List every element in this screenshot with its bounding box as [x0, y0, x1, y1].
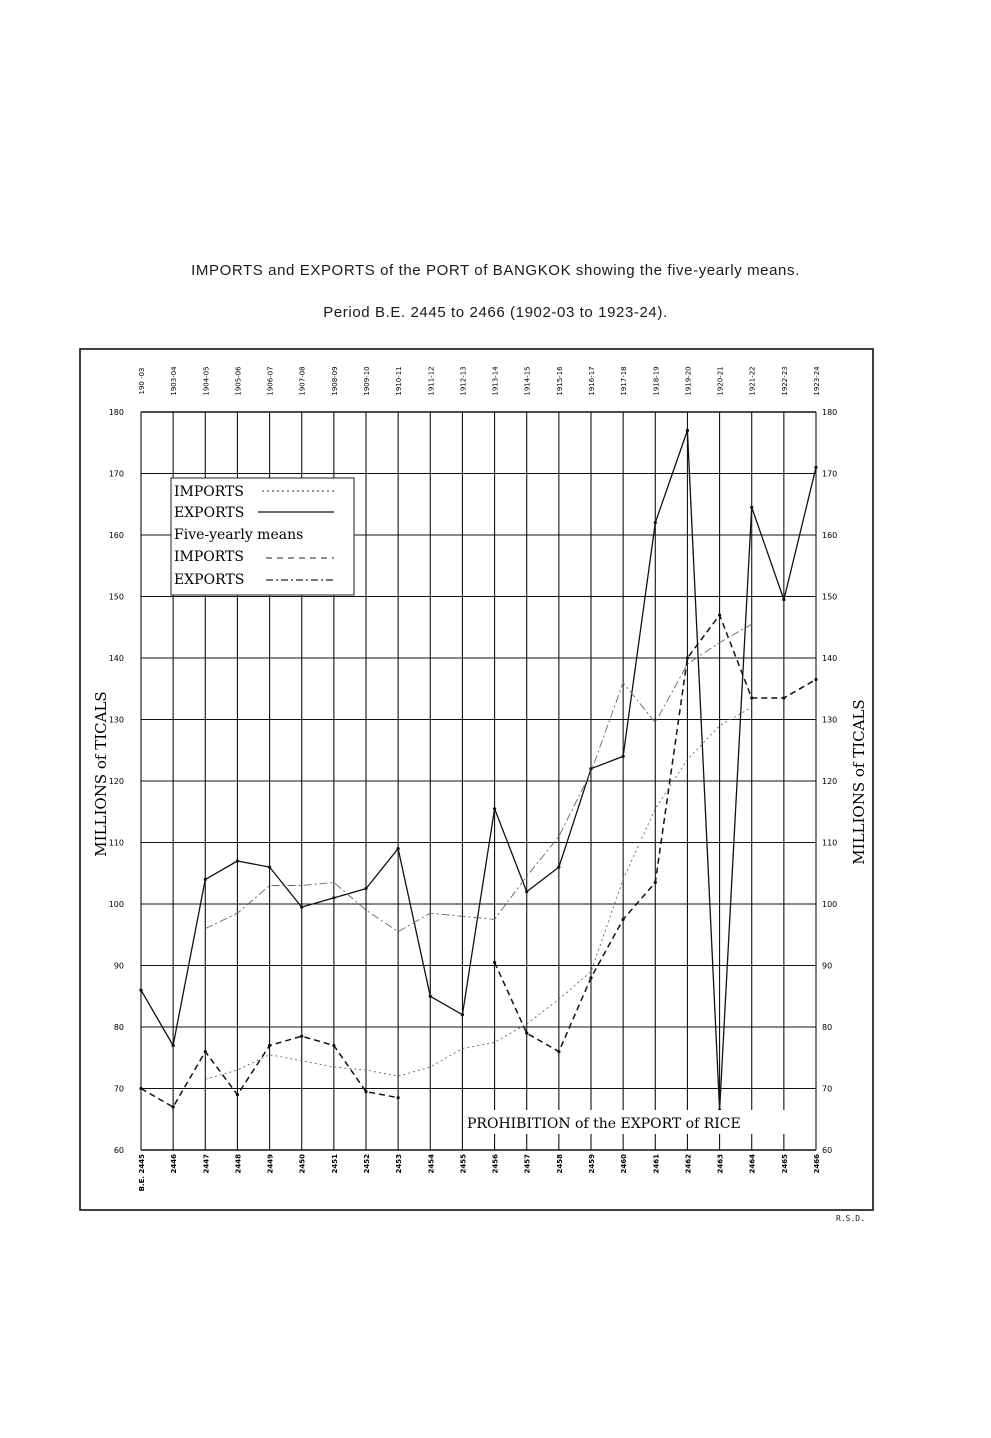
y-tick-label-right: 180 — [822, 408, 838, 417]
top-year-label: 1920-21 — [716, 366, 725, 396]
bottom-year-label: 2459 — [588, 1154, 596, 1174]
legend-label-mean-imports: IMPORTS — [174, 549, 244, 565]
credit: R.S.D. — [836, 1214, 865, 1223]
bottom-year-label: 2447 — [202, 1154, 211, 1174]
top-year-labels — [138, 366, 821, 396]
bottom-year-label: 2458 — [555, 1154, 564, 1174]
data-point-dash — [622, 918, 625, 921]
y-tick-label-left: 60 — [113, 1146, 124, 1155]
y-tick-label-right: 70 — [822, 1084, 833, 1094]
top-year-label: 1923-24 — [813, 366, 821, 396]
data-point-dash — [750, 696, 753, 699]
bottom-year-label: 2450 — [298, 1154, 307, 1174]
data-point-dash — [300, 1035, 303, 1038]
bottom-year-label: 2463 — [716, 1154, 725, 1174]
top-year-label: 1922-23 — [780, 366, 789, 396]
data-point-solid — [204, 878, 207, 881]
bottom-year-label: B.E. 2445 — [138, 1154, 146, 1192]
data-point-dash — [525, 1032, 528, 1035]
data-point-solid — [493, 807, 496, 810]
top-year-label: 1913-14 — [491, 366, 500, 396]
data-point-solid — [300, 905, 303, 908]
data-point-dash — [364, 1090, 367, 1093]
data-point-solid — [139, 989, 142, 992]
y-tick-label-left: 100 — [108, 900, 124, 909]
legend-label-five-yearly: Five-yearly means — [174, 527, 304, 543]
legend-label-mean-exports: EXPORTS — [174, 572, 245, 588]
top-year-label: 1919-20 — [684, 366, 693, 396]
top-year-label: 1918-19 — [652, 366, 661, 396]
data-point-dash — [204, 1050, 207, 1053]
bottom-year-label: 2455 — [459, 1154, 468, 1174]
data-point-solid — [268, 866, 271, 869]
y-tick-label-right: 150 — [822, 592, 838, 602]
y-tick-label-left: 140 — [108, 654, 124, 663]
top-year-label: 1910-11 — [395, 366, 404, 396]
y-tick-label-left: 120 — [108, 777, 124, 786]
y-tick-label-left: 180 — [108, 408, 124, 417]
data-point-dash — [332, 1044, 335, 1047]
bottom-year-labels — [138, 1154, 821, 1191]
y-tick-label-right: 100 — [822, 900, 838, 909]
bottom-year-label: 2446 — [170, 1154, 179, 1174]
data-point-dash — [718, 613, 721, 616]
series-line-dashdot — [205, 624, 751, 932]
top-year-label: 190 -03 — [138, 367, 146, 395]
bottom-year-label: 2461 — [652, 1154, 661, 1174]
y-tick-label-right: 90 — [822, 961, 833, 971]
data-point-solid — [750, 506, 753, 509]
data-point-dash — [268, 1044, 271, 1047]
data-point-solid — [782, 598, 785, 601]
data-point-dash — [397, 1096, 400, 1099]
legend — [171, 478, 354, 595]
bottom-year-label: 2462 — [684, 1154, 693, 1174]
bottom-year-label: 2457 — [523, 1154, 532, 1174]
y-tick-label-right: 170 — [822, 469, 838, 479]
data-point-solid — [814, 466, 817, 469]
data-point-solid — [332, 896, 335, 899]
bottom-year-label: 2465 — [780, 1154, 789, 1174]
top-year-label: 1906-07 — [266, 366, 275, 396]
data-point-solid — [172, 1044, 175, 1047]
y-axis-title-right: MILLIONS of TICALS — [850, 699, 868, 865]
data-point-dash — [686, 656, 689, 659]
bottom-year-label: 2466 — [813, 1154, 821, 1174]
y-tick-label-left: 80 — [113, 1023, 124, 1032]
top-year-label: 1912-13 — [459, 366, 468, 396]
bottom-year-label: 2460 — [620, 1154, 629, 1174]
data-point-dash — [139, 1087, 142, 1090]
top-year-label: 1914-15 — [523, 366, 532, 396]
top-year-label: 1908-09 — [330, 366, 339, 396]
data-point-solid — [686, 429, 689, 432]
y-tick-label-left: 160 — [108, 531, 124, 540]
top-year-label: 1917-18 — [620, 366, 629, 396]
y-axis-title-left: MILLIONS of TICALS — [92, 691, 110, 857]
chart-title: IMPORTS and EXPORTS of the PORT of BANGKOK showing the five-yearly means. — [191, 262, 800, 279]
chart-subtitle: Period B.E. 2445 to 2466 (1902-03 to 1923-24). — [323, 304, 668, 321]
bottom-year-label: 2453 — [395, 1154, 404, 1174]
legend-label-imports: IMPORTS — [174, 484, 244, 500]
data-point-solid — [622, 755, 625, 758]
data-point-solid — [236, 859, 239, 862]
top-year-label: 1916-17 — [588, 366, 596, 396]
top-year-label: 1921-22 — [748, 366, 757, 396]
bottom-year-label: 2464 — [748, 1154, 757, 1174]
data-point-solid — [589, 767, 592, 770]
prohibition-annotation — [463, 1110, 806, 1134]
y-tick-label-right: 60 — [822, 1146, 833, 1155]
data-point-solid — [525, 890, 528, 893]
data-point-dash — [814, 678, 817, 681]
data-point-dash — [589, 976, 592, 979]
data-point-dash — [557, 1050, 560, 1053]
data-point-solid — [429, 995, 432, 998]
data-point-dash — [236, 1093, 239, 1096]
bottom-year-label: 2448 — [234, 1154, 243, 1174]
bottom-year-label: 2451 — [330, 1154, 339, 1174]
data-point-solid — [461, 1013, 464, 1016]
data-point-solid — [397, 847, 400, 850]
top-year-label: 1907-08 — [298, 366, 307, 396]
data-point-solid — [654, 521, 657, 524]
top-year-label: 1909-10 — [363, 366, 371, 396]
y-tick-label-right: 80 — [822, 1023, 833, 1032]
top-year-label: 1903-04 — [170, 366, 179, 396]
top-year-label: 1915-16 — [555, 366, 564, 396]
data-point-dash — [654, 881, 657, 884]
data-point-dash — [493, 961, 496, 964]
y-tick-label-left: 130 — [108, 715, 124, 725]
y-tick-label-right: 120 — [822, 777, 838, 786]
top-year-label: 1905-06 — [234, 366, 243, 396]
bottom-year-label: 2454 — [427, 1154, 436, 1174]
y-tick-label-left: 150 — [108, 592, 124, 602]
data-point-dash — [782, 696, 785, 699]
y-tick-label-right: 160 — [822, 531, 838, 540]
bottom-year-label: 2456 — [491, 1154, 500, 1174]
y-tick-label-left: 110 — [108, 838, 124, 848]
data-point-solid — [364, 887, 367, 890]
series-line-dotted — [205, 707, 751, 1079]
top-year-label: 1911-12 — [427, 366, 436, 396]
y-tick-label-left: 90 — [113, 961, 124, 971]
data-point-dash — [172, 1105, 175, 1108]
y-tick-label-right: 110 — [822, 838, 838, 848]
y-tick-label-right: 130 — [822, 715, 838, 725]
bottom-year-label: 2449 — [266, 1154, 275, 1174]
data-point-solid — [557, 866, 560, 869]
top-year-label: 1904-05 — [202, 366, 211, 396]
y-tick-label-left: 70 — [113, 1084, 124, 1094]
legend-label-exports: EXPORTS — [174, 505, 245, 521]
y-tick-label-right: 140 — [822, 654, 838, 663]
y-tick-label-left: 170 — [108, 469, 124, 479]
bottom-year-label: 2452 — [363, 1154, 371, 1174]
annotation-text: PROHIBITION of the EXPORT of RICE — [467, 1116, 741, 1132]
